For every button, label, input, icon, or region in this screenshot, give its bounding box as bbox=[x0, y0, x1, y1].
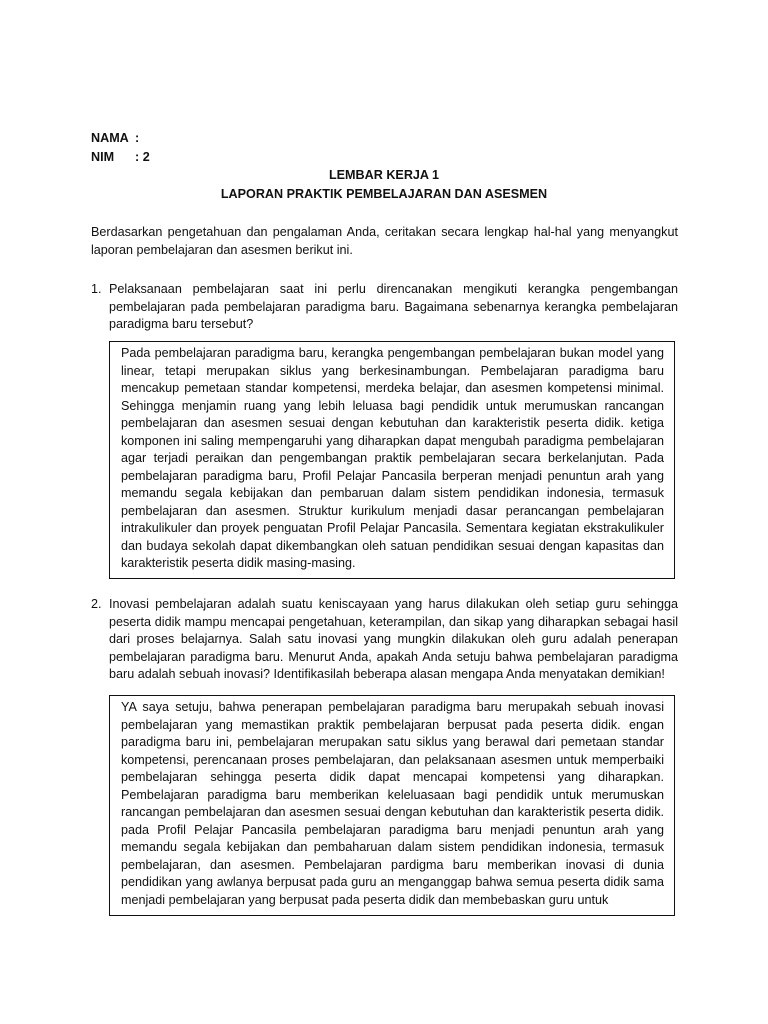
question-2 bbox=[91, 596, 678, 684]
name-row bbox=[91, 130, 150, 149]
name-label: NAMA bbox=[91, 131, 129, 145]
question-1 bbox=[91, 281, 678, 334]
question-text: Pelaksanaan pembelajaran saat ini perlu direncanakan mengikuti kerangka pengembangan pembelajaran pada pembelajaran paradigma baru. Bagaimana sebenarnya kerangka pembelajaran paradigma baru tersebut? bbox=[109, 282, 678, 331]
intro-paragraph: Berdasarkan pengetahuan dan pengalaman Anda, ceritakan secara lengkap hal-hal yang menyangkut laporan pembelajaran dan asesmen berikut ini. bbox=[91, 225, 678, 257]
document-subtitle: LAPORAN PRAKTIK PEMBELAJARAN DAN ASESMEN bbox=[220, 187, 548, 201]
question-number: 2. bbox=[91, 597, 102, 611]
document-title: LEMBAR KERJA 1 bbox=[328, 168, 440, 182]
answer-box-2 bbox=[109, 695, 675, 916]
question-number: 1. bbox=[91, 282, 102, 296]
nim-row bbox=[91, 149, 150, 168]
answer-text: Pada pembelajaran paradigma baru, kerangka pengembangan pembelajaran bukan model yang linear, tetapi merupakan siklus yang berkesinambungan. Pembelajaran paradigma baru mencakup pemetaan standar kompetensi, merdeka belajar, dan asesmen kompetensi minimal. Sehingga menjamin ruang yang lebih leluasa bagi pendidik untuk merumuskan rancangan pembelajaran dan asesmen sesuai dengan kebutuhan dan karakteristik peserta didik. ketiga komponen ini saling mempengaruhi yang diharapkan dapat mengubah paradigma pembelajaran agar terjadi peraikan dan pengembangan praktik pembelajaran secara berkelanjutan. Pada pembelajaran paradigma baru, Profil Pelajar Pancasila berperan menjadi penuntun arah yang memandu segala kebijakan dan pembaruan dalam sistem pendidikan indonesia, termasuk pembelajaran dan asesmen. Struktur kurikulum menjadi dasar perancangan pembelajaran intrakulikuler dan proyek penguatan Profil Pelajar Pancasila. Sementara kegiatan ekstrakulikuler dan budaya sekolah dapat dikembangkan oleh satuan pendidikan sesuai dengan kapasitas dan karakteristik peserta didik masing-masing. bbox=[121, 346, 664, 570]
name-value: : bbox=[135, 131, 140, 145]
nim-label: NIM bbox=[91, 150, 115, 164]
nim-value: : 2 bbox=[135, 150, 150, 164]
student-info bbox=[91, 130, 150, 168]
answer-text: YA saya setuju, bahwa penerapan pembelajaran paradigma baru merupakah sebuah inovasi pembelajaran yang memastikan praktik pembelajaran berpusat pada peserta didik. engan paradigma baru ini, pembelajaran merupakan satu siklus yang berawal dari pemetaan standar kompetensi, perencanaan proses pembelajaran, dan pelaksanaan asesmen untuk memperbaiki pembelajaran sehingga peserta didik dapat mencapai kompetensi yang diharapkan. Pembelajaran paradigma baru memberikan keleluasaan bagi pendidik untuk merumuskan rancangan pembelajaran dan asesmen sesuai dengan kebutuhan dan karakteristik peserta didik. pada Profil Pelajar Pancasila pembelajaran paradigma baru menjadi penuntun arah yang memandu segala kebijakan dan pembaharuan dalam sistem pendidikan indonesia, termasuk pembelajaran, dan asesmen. Pembelajaran pardigma baru memberikan inovasi di dunia pendidikan yang awlanya berpusat pada guru an menganggap bahwa semua peserta didik sama menjadi pembelajaran yang berpusat pada peserta didik dan membebaskan guru untuk bbox=[121, 700, 664, 907]
answer-box-1 bbox=[109, 341, 675, 579]
question-text: Inovasi pembelajaran adalah suatu keniscayaan yang harus dilakukan oleh setiap guru sehingga peserta didik mampu mencapai pengetahuan, keterampilan, dan sikap yang diharapkan sebagai hasil dari proses belajarnya. Salah satu inovasi yang mungkin dilakukan oleh guru adalah penerapan pembelajaran paradigma baru. Menurut Anda, apakah Anda setuju bahwa pembelajaran paradigma baru adalah sebuah inovasi? Identifikasilah beberapa alasan mengapa Anda menyatakan demikian! bbox=[109, 597, 678, 681]
document-titles bbox=[0, 167, 768, 205]
